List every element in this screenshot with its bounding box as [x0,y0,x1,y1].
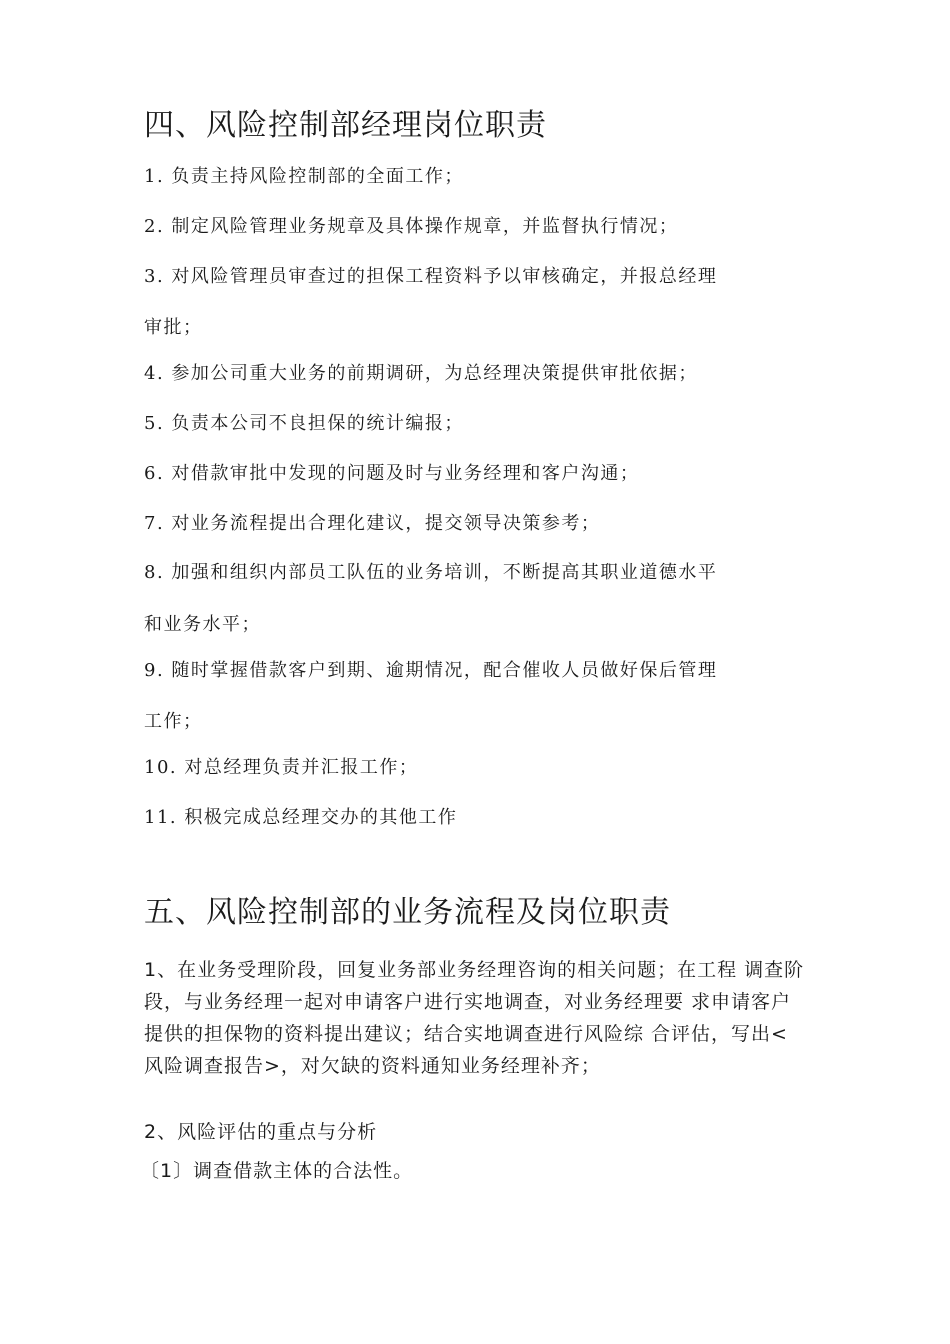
duty-item-3: 3. 对风险管理员审查过的担保工程资料予以审核确定，并报总经理 [144,266,718,287]
process-item-2-1: 〔1〕调查借款主体的合法性。 [140,1160,414,1182]
duty-item-9-continued: 工作； [144,711,203,732]
duty-item-6: 6. 对借款审批中发现的问题及时与业务经理和客户沟通； [144,463,640,484]
duty-item-3-continued: 审批； [144,317,203,338]
section-5-heading: 五、风险控制部的业务流程及岗位职责 [144,895,671,930]
process-paragraph-line: 1、在业务受理阶段，回复业务部业务经理咨询的相关问题；在工程 调查阶 [144,959,805,981]
duty-item-2: 2. 制定风险管理业务规章及具体操作规章，并监督执行情况； [144,216,679,237]
duty-item-8: 8. 加强和组织内部员工队伍的业务培训，不断提高其职业道德水平 [144,562,718,583]
duty-item-5: 5. 负责本公司不良担保的统计编报； [144,413,464,434]
process-paragraph-1 [144,954,824,1082]
duty-item-10: 10. 对总经理负责并汇报工作； [144,757,419,778]
process-paragraph-line: 提供的担保物的资料提出建议；结合实地调查进行风险综 合评估，写出< [144,1023,788,1045]
section-4-heading: 四、风险控制部经理岗位职责 [144,108,547,143]
duty-item-11: 11. 积极完成总经理交办的其他工作 [144,807,458,828]
duty-item-7: 7. 对业务流程提出合理化建议，提交领导决策参考； [144,513,601,534]
process-paragraph-line: 风险调查报告>，对欠缺的资料通知业务经理补齐； [144,1055,601,1077]
duty-item-1: 1. 负责主持风险控制部的全面工作； [144,166,464,187]
duty-item-9: 9. 随时掌握借款客户到期、逾期情况，配合催收人员做好保后管理 [144,660,718,681]
duty-item-8-continued: 和业务水平； [144,614,261,635]
process-item-2: 2、风险评估的重点与分析 [144,1121,378,1143]
duty-item-4: 4. 参加公司重大业务的前期调研，为总经理决策提供审批依据； [144,363,698,384]
process-paragraph-line: 段，与业务经理一起对申请客户进行实地调查，对业务经理要 求申请客户 [144,991,792,1013]
